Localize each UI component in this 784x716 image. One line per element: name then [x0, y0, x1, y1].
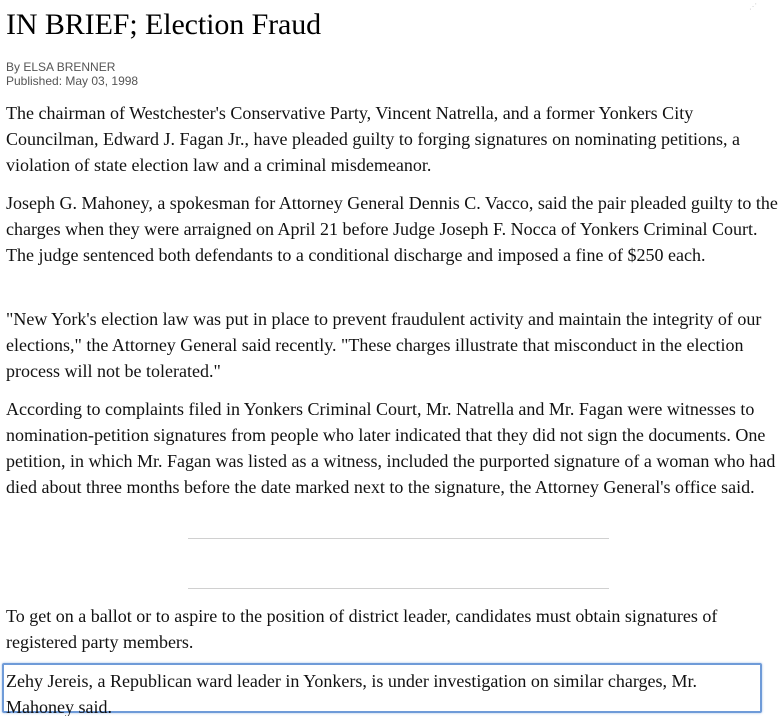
resize-grip-icon: ⋰	[749, 2, 757, 11]
article-paragraph-3: "New York's election law was put in place to prevent fraudulent activity and maintain the integrity of our elections," the Attorney General said recently. "These charges illustrate that misconduct in the election process will not be tolerated."	[6, 309, 762, 381]
article-paragraph-2: Joseph G. Mahoney, a spokesman for Attorney General Dennis C. Vacco, said the pair pleaded guilty to the charges when they were arraigned on April 21 before Judge Joseph F. Nocca of Yonkers Criminal Court. The judge sentenced both defendants to a conditional discharge and imposed a fine of $250 each.	[6, 193, 778, 265]
publish-date: Published: May 03, 1998	[6, 74, 139, 88]
byline: By ELSA BRENNER	[6, 60, 116, 74]
article-paragraph-6-selected[interactable]: Zehy Jereis, a Republican ward leader in Yonkers, is under investigation on similar charges, Mr. Mahoney said.	[6, 671, 698, 716]
section-divider-top	[188, 538, 609, 539]
article-paragraph-1: The chairman of Westchester's Conservative Party, Vincent Natrella, and a former Yonkers City Councilman, Edward J. Fagan Jr., have pleaded guilty to forging signatures on nominating petitions, a violation of state election law and a criminal misdemeanor.	[6, 103, 741, 175]
article-meta	[6, 60, 138, 88]
article-paragraph-5: To get on a ballot or to aspire to the position of district leader, candidates must obtain signatures of registered party members.	[6, 606, 718, 652]
article-headline: IN BRIEF; Election Fraud	[6, 8, 322, 41]
article-paragraph-4: According to complaints filed in Yonkers Criminal Court, Mr. Natrella and Mr. Fagan were witnesses to nomination-petition signatures from people who later indicated that they did not sign the documents. One petition, in which Mr. Fagan was listed as a witness, included the purported signature of a woman who had died about three months before the date marked next to the signature, the Attorney General's office said.	[6, 399, 776, 497]
section-divider-bottom	[188, 588, 609, 589]
